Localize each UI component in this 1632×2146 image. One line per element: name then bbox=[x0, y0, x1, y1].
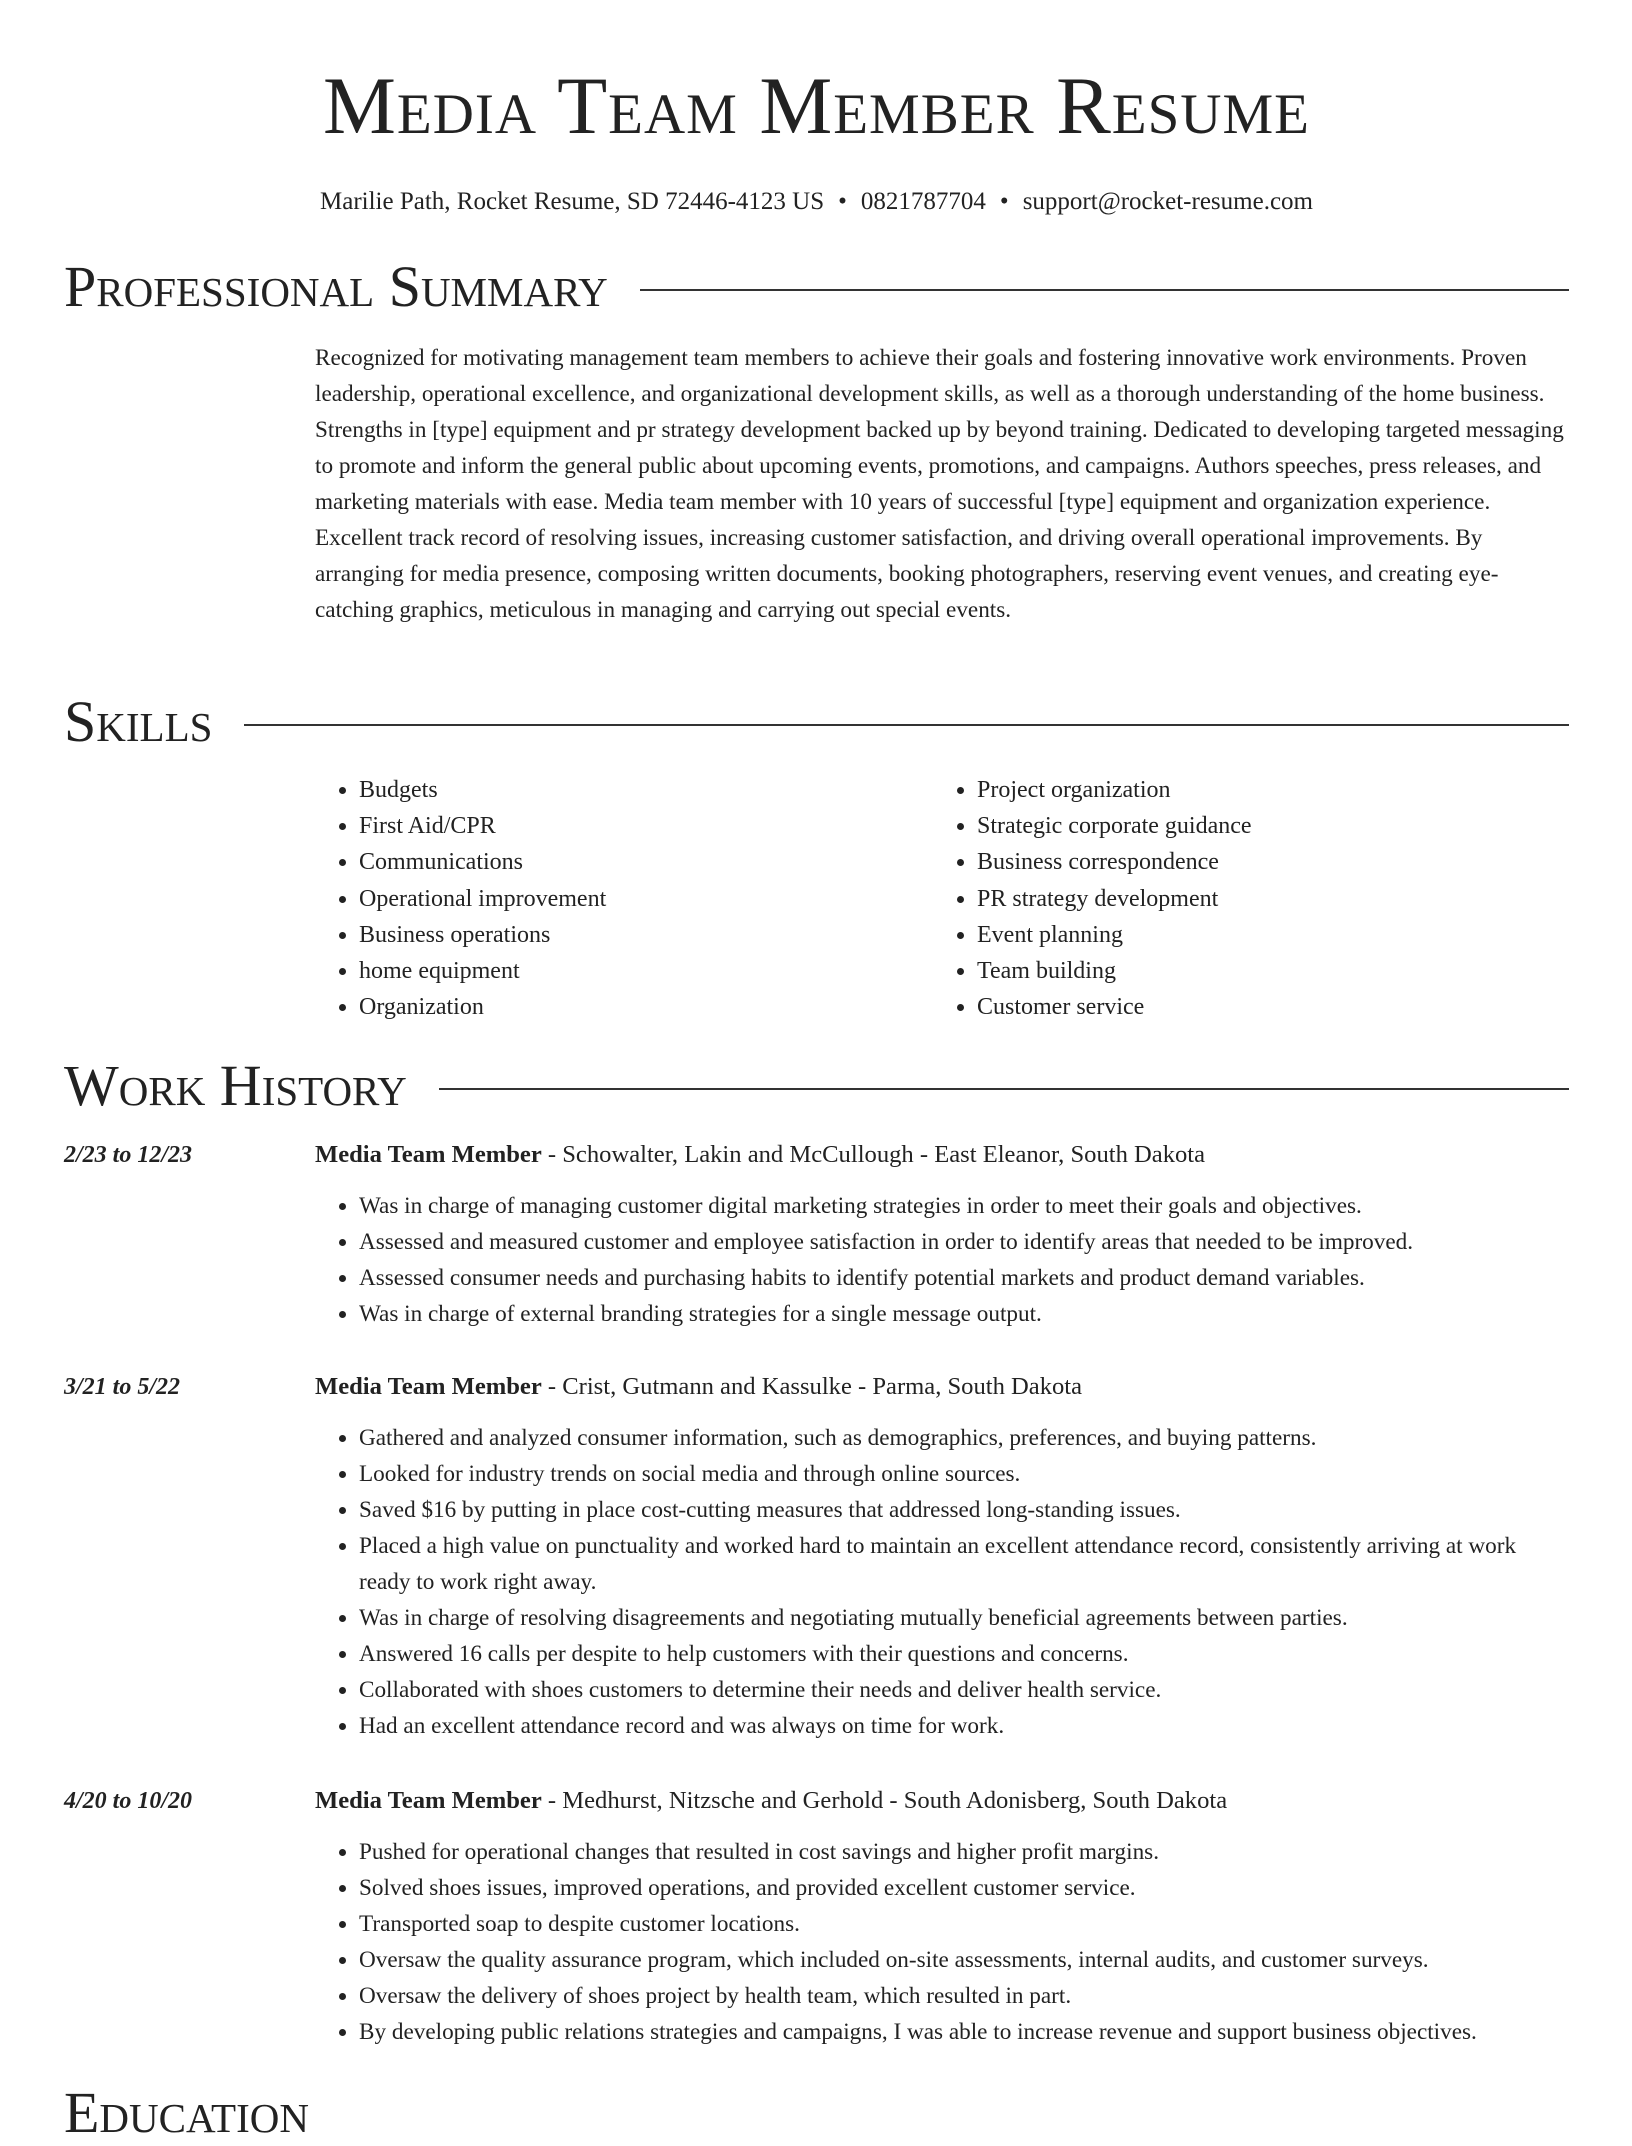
summary-section-header bbox=[64, 254, 1569, 320]
job-title: Media Team Member bbox=[315, 1373, 542, 1400]
job-duty: • Transported soap to despite customer locations. bbox=[359, 1906, 1569, 1942]
job-duty: • Oversaw the delivery of shoes project by health team, which resulted in part. bbox=[359, 1978, 1569, 2014]
job-duties bbox=[315, 1420, 1569, 1744]
skill-item: • Organization bbox=[359, 989, 933, 1025]
job-duty: • Was in charge of managing customer digital marketing strategies in order to meet their goals and objectives. bbox=[359, 1188, 1569, 1224]
skill-item: • Team building bbox=[977, 953, 1551, 989]
section-divider bbox=[439, 1088, 1569, 1090]
skill-item: • Strategic corporate guidance bbox=[977, 808, 1551, 844]
section-divider bbox=[640, 289, 1569, 291]
job-duty: • Assessed consumer needs and purchasing habits to identify potential markets and product demand variables. bbox=[359, 1260, 1569, 1296]
job-duty: • Oversaw the quality assurance program, which included on-site assessments, internal audits, and customer surveys. bbox=[359, 1942, 1569, 1978]
job-employer: - Medhurst, Nitzsche and Gerhold - South Adonisberg, South Dakota bbox=[541, 1787, 1228, 1814]
job-duty: • Had an excellent attendance record and was always on time for work. bbox=[359, 1708, 1569, 1744]
job-duty: • Answered 16 calls per despite to help customers with their questions and concerns. bbox=[359, 1636, 1569, 1672]
skill-item: • Communications bbox=[359, 844, 933, 880]
job-duty: • Was in charge of resolving disagreements and negotiating mutually beneficial agreements between parties. bbox=[359, 1600, 1569, 1636]
education-heading: Education bbox=[64, 2080, 309, 2145]
summary-heading: Professional Summary bbox=[64, 254, 608, 319]
skill-item: • PR strategy development bbox=[977, 881, 1551, 917]
skill-item: • Project organization bbox=[977, 772, 1551, 808]
resume-page bbox=[64, 0, 1569, 2145]
section-divider bbox=[244, 724, 1569, 726]
job-duties bbox=[315, 1188, 1569, 1332]
skill-item: • Event planning bbox=[977, 917, 1551, 953]
job-dates: 2/23 to 12/23 bbox=[64, 1142, 193, 1168]
job-dates: 3/21 to 5/22 bbox=[64, 1374, 181, 1400]
contact-phone: 0821787704 bbox=[860, 188, 986, 215]
job-heading bbox=[315, 1783, 1227, 1819]
resume-title: Media Team Member Resume bbox=[323, 60, 1310, 151]
skills-column-left bbox=[315, 772, 933, 1025]
job-duty: • Pushed for operational changes that resulted in cost savings and higher profit margins. bbox=[359, 1834, 1569, 1870]
professional-summary-text: Recognized for motivating management team members to achieve their goals and fostering innovative work environments. Proven leadership, operational excellence, and organizational development skills, as well as a thorough understanding of the home business. Strengths in [type] equipment and pr strategy development backed up by beyond training. Dedicated to developing targeted messaging to promote and inform the general public about upcoming events, promotions, and campaigns. Authors speeches, press releases, and marketing materials with ease. Media team member with 10 years of successful [type] equipment and organization experience. Excellent track record of resolving issues, increasing customer satisfaction, and driving overall operational improvements. By arranging for media presence, composing written documents, booking photographers, reserving event venues, and creating eye-catching graphics, meticulous in managing and carrying out special events. bbox=[315, 345, 1564, 623]
skills-section-header bbox=[64, 689, 1569, 755]
education-section-header bbox=[64, 2080, 1569, 2146]
job-duty: • Was in charge of external branding strategies for a single message output. bbox=[359, 1296, 1569, 1332]
job-heading bbox=[315, 1369, 1082, 1405]
job-employer: - Crist, Gutmann and Kassulke - Parma, South Dakota bbox=[541, 1373, 1083, 1400]
skill-item: • Customer service bbox=[977, 989, 1551, 1025]
skills-column-right bbox=[933, 772, 1551, 1025]
skill-item: • Operational improvement bbox=[359, 881, 933, 917]
job-duty: • Solved shoes issues, improved operations, and provided excellent customer service. bbox=[359, 1870, 1569, 1906]
job-duty: • Gathered and analyzed consumer information, such as demographics, preferences, and buying patterns. bbox=[359, 1420, 1569, 1456]
job-duty: • Placed a high value on punctuality and worked hard to maintain an excellent attendance record, consistently arriving at work ready to work right away. bbox=[359, 1528, 1569, 1600]
contact-separator: • bbox=[838, 188, 847, 215]
job-duty: • By developing public relations strategies and campaigns, I was able to increase revenue and support business objectives. bbox=[359, 2014, 1569, 2050]
job-duty: • Saved $16 by putting in place cost-cutting measures that addressed long-standing issues. bbox=[359, 1492, 1569, 1528]
skill-item: • Budgets bbox=[359, 772, 933, 808]
contact-address: Marilie Path, Rocket Resume, SD 72446-4123 US bbox=[320, 188, 825, 215]
job-duties bbox=[315, 1834, 1569, 2050]
contact-line bbox=[64, 186, 1569, 218]
job-duty: • Looked for industry trends on social media and through online sources. bbox=[359, 1456, 1569, 1492]
job-title: Media Team Member bbox=[315, 1141, 542, 1168]
job-duty: • Assessed and measured customer and employee satisfaction in order to identify areas that needed to be improved. bbox=[359, 1224, 1569, 1260]
work-history-section-header bbox=[64, 1053, 1569, 1119]
job-dates: 4/20 to 10/20 bbox=[64, 1788, 193, 1814]
job-heading bbox=[315, 1137, 1205, 1173]
job-title: Media Team Member bbox=[315, 1787, 542, 1814]
skill-item: • First Aid/CPR bbox=[359, 808, 933, 844]
job-duty: • Collaborated with shoes customers to determine their needs and deliver health service. bbox=[359, 1672, 1569, 1708]
skills-heading: Skills bbox=[64, 689, 213, 754]
skills-list bbox=[315, 772, 1569, 1025]
job-employer: - Schowalter, Lakin and McCullough - East Eleanor, South Dakota bbox=[541, 1141, 1206, 1168]
skill-item: • home equipment bbox=[359, 953, 933, 989]
contact-email[interactable]: support@rocket-resume.com bbox=[1022, 188, 1313, 215]
contact-separator: • bbox=[999, 188, 1009, 215]
skill-item: • Business correspondence bbox=[977, 844, 1551, 880]
skill-item: • Business operations bbox=[359, 917, 933, 953]
work-history-heading: Work History bbox=[64, 1053, 407, 1118]
